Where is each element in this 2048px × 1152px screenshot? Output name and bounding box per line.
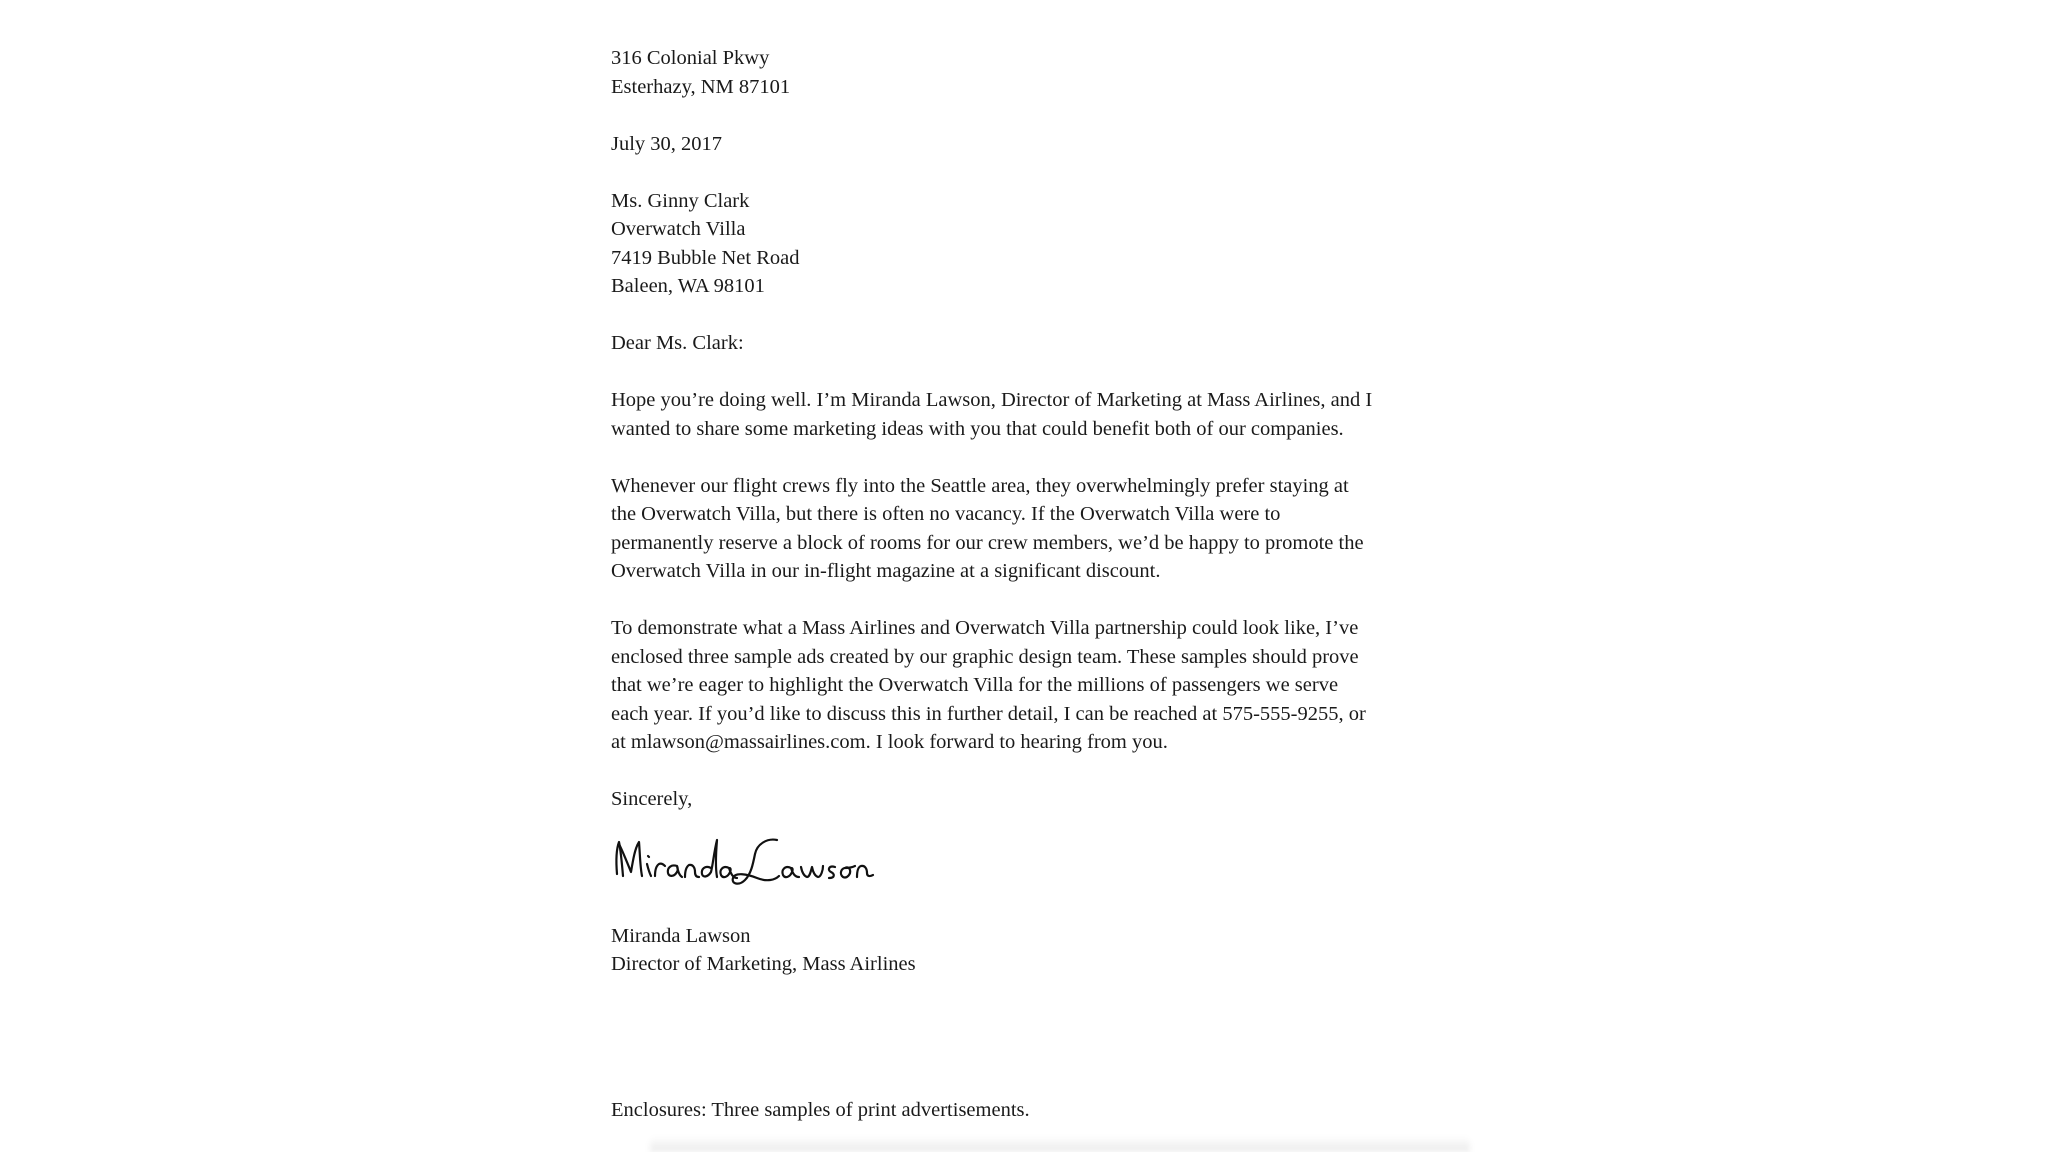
paragraph-line: at mlawson@massairlines.com. I look forward to hearing from you. bbox=[611, 731, 1168, 753]
body-paragraph-2 bbox=[611, 472, 1451, 586]
closing: Sincerely, bbox=[611, 788, 693, 810]
recipient-company: Overwatch Villa bbox=[611, 218, 746, 240]
recipient-city-state-zip: Baleen, WA 98101 bbox=[611, 275, 765, 297]
signer-name: Miranda Lawson bbox=[611, 924, 751, 947]
sender-city-state-zip: Esterhazy, NM 87101 bbox=[611, 75, 791, 98]
letter-date-block bbox=[611, 130, 1451, 159]
paragraph-line: that we’re eager to highlight the Overwatch Villa for the millions of passengers we serve bbox=[611, 674, 1339, 696]
body-paragraph-1 bbox=[611, 386, 1451, 443]
paragraph-line: To demonstrate what a Mass Airlines and Overwatch Villa partnership could look like, I’ve bbox=[611, 617, 1359, 639]
signer-title: Director of Marketing, Mass Airlines bbox=[611, 953, 916, 975]
paragraph-line: wanted to share some marketing ideas with you that could benefit both of our companies. bbox=[611, 417, 1344, 440]
signer-block bbox=[611, 922, 1451, 979]
paragraph-line: permanently reserve a block of rooms for our crew members, we’d be happy to promote the bbox=[611, 531, 1364, 554]
paragraph-line: Whenever our flight crews fly into the Seattle area, they overwhelmingly prefer staying at bbox=[611, 474, 1349, 497]
body-paragraph-3 bbox=[611, 614, 1451, 757]
sender-street: 316 Colonial Pkwy bbox=[611, 47, 770, 69]
letter-body bbox=[611, 44, 1451, 1007]
paragraph-line: Overwatch Villa in our in-flight magazine at a significant discount. bbox=[611, 560, 1161, 582]
paragraph-line: enclosed three sample ads created by our graphic design team. These samples should prove bbox=[611, 645, 1359, 668]
page-edge-shadow bbox=[650, 1136, 1470, 1152]
enclosure-note: Enclosures: Three samples of print advertisements. bbox=[611, 1099, 1030, 1121]
handwritten-signature bbox=[607, 822, 927, 900]
recipient-street: 7419 Bubble Net Road bbox=[611, 246, 800, 269]
salutation-block bbox=[611, 329, 1451, 358]
paragraph-line: the Overwatch Villa, but there is often no vacancy. If the Overwatch Villa were to bbox=[611, 503, 1281, 525]
closing-block bbox=[611, 785, 1451, 814]
letter-date: July 30, 2017 bbox=[611, 132, 723, 155]
recipient-address bbox=[611, 187, 1451, 301]
paragraph-line: Hope you’re doing well. I’m Miranda Lawson, Director of Marketing at Mass Airlines, and I bbox=[611, 389, 1373, 411]
paragraph-line: each year. If you’d like to discuss this in further detail, I can be reached at 575-555-9255, or bbox=[611, 702, 1366, 725]
recipient-name: Ms. Ginny Clark bbox=[611, 189, 750, 212]
sender-address bbox=[611, 44, 1451, 101]
salutation: Dear Ms. Clark: bbox=[611, 332, 744, 354]
